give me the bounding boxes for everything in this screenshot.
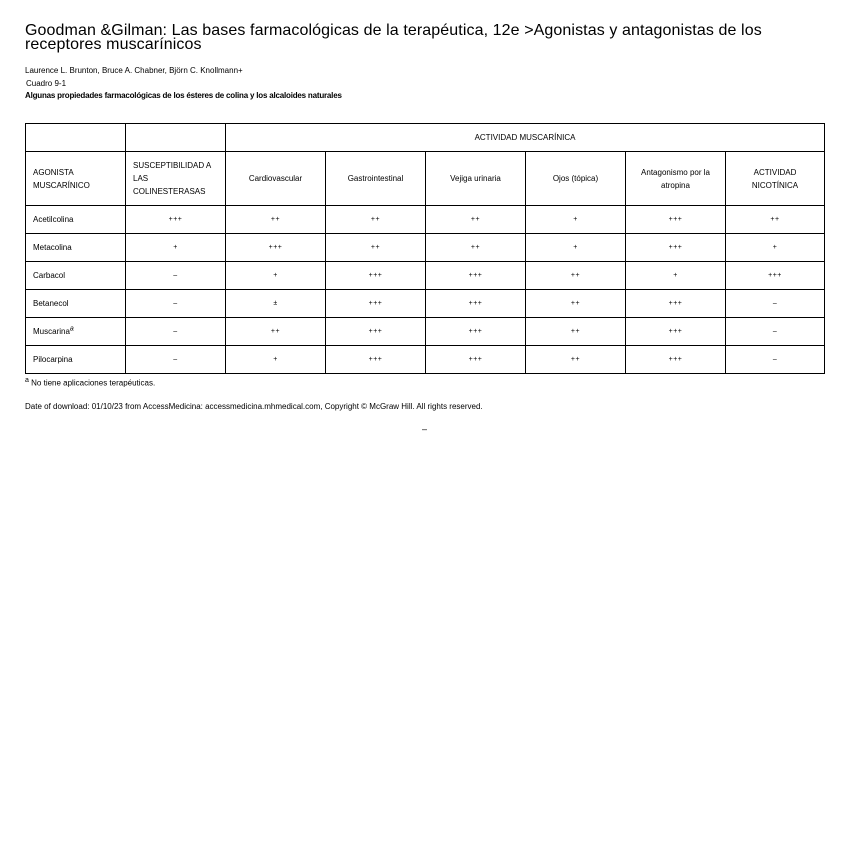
table-caption: Algunas propiedades farmacológicas de los ésteres de colina y los alcaloides naturales: [25, 91, 342, 100]
download-note: Date of download: 01/10/23 from AccessMedicina: accessmedicina.mhmedical.com, Copyright © McGraw Hill. All rights reserved.: [25, 401, 483, 411]
agonist-name: Muscarina: [33, 327, 70, 336]
agonist-name-cell: [26, 262, 126, 290]
agonist-name: Metacolina: [33, 243, 72, 252]
authors-line: Laurence L. Brunton, Bruce A. Chabner, Björn C. Knollmann+: [25, 66, 243, 75]
activity-value-cell: +++: [626, 346, 726, 374]
activity-value-cell: –: [126, 318, 226, 346]
table-column-header-row: [26, 152, 825, 206]
footnote-marker: a: [25, 377, 29, 384]
page-mark: –: [421, 423, 427, 434]
activity-value-cell: +++: [426, 262, 526, 290]
activity-value-cell: –: [726, 318, 825, 346]
table-row: [26, 206, 825, 234]
column-header: Vejiga urinaria: [426, 152, 526, 206]
activity-value-cell: +++: [126, 206, 226, 234]
table-label: Cuadro 9-1: [26, 79, 67, 88]
table-row: [26, 290, 825, 318]
agonist-name-cell: [26, 234, 126, 262]
activity-value-cell: +++: [426, 318, 526, 346]
activity-value-cell: –: [726, 290, 825, 318]
activity-value-cell: ++: [326, 234, 426, 262]
header-cell-empty: [126, 124, 226, 152]
activity-value-cell: +++: [326, 346, 426, 374]
column-header: AGONISTA MUSCARÍNICO: [26, 152, 126, 206]
activity-value-cell: +++: [726, 262, 825, 290]
activity-value-cell: ++: [326, 206, 426, 234]
activity-value-cell: +++: [626, 234, 726, 262]
activity-value-cell: +: [626, 262, 726, 290]
activity-value-cell: +: [726, 234, 825, 262]
activity-value-cell: ++: [226, 206, 326, 234]
activity-value-cell: ++: [426, 206, 526, 234]
activity-value-cell: +++: [626, 290, 726, 318]
table-row: [26, 262, 825, 290]
header-muscarinic-activity: ACTIVIDAD MUSCARÍNICA: [226, 124, 825, 152]
activity-value-cell: ++: [526, 346, 626, 374]
activity-value-cell: –: [126, 290, 226, 318]
activity-value-cell: +++: [426, 290, 526, 318]
footnote-reference: a: [69, 325, 74, 333]
activity-value-cell: +: [226, 262, 326, 290]
agonist-name: Carbacol: [33, 271, 66, 280]
activity-value-cell: +++: [326, 318, 426, 346]
activity-value-cell: ++: [726, 206, 825, 234]
table-footnote: [25, 377, 825, 388]
activity-value-cell: –: [126, 346, 226, 374]
agonist-name: Pilocarpina: [33, 355, 73, 364]
column-header: Gastrointestinal: [326, 152, 426, 206]
activity-value-cell: ±: [226, 290, 326, 318]
activity-value-cell: ++: [526, 318, 626, 346]
activity-value-cell: +: [226, 346, 326, 374]
agonist-name-cell: [26, 346, 126, 374]
table-row: [26, 346, 825, 374]
activity-value-cell: +++: [626, 318, 726, 346]
agonist-name-cell: [26, 206, 126, 234]
activity-value-cell: +++: [326, 262, 426, 290]
column-header: Ojos (tópica): [526, 152, 626, 206]
activity-value-cell: +++: [226, 234, 326, 262]
activity-value-cell: +++: [626, 206, 726, 234]
agonist-name: Acetilcolina: [33, 215, 74, 224]
activity-value-cell: +: [526, 206, 626, 234]
pharmacology-table: [25, 123, 825, 374]
agonist-name: Betanecol: [33, 299, 69, 308]
footnote-text: No tiene aplicaciones terapéuticas.: [31, 378, 156, 388]
header-cell-empty: [26, 124, 126, 152]
table-group-header-row: [26, 124, 825, 152]
activity-value-cell: +++: [426, 346, 526, 374]
agonist-name-cell: [26, 290, 126, 318]
column-header: SUSCEPTIBILIDAD A LAS COLINESTERASAS: [126, 152, 226, 206]
activity-value-cell: ++: [526, 290, 626, 318]
activity-value-cell: +++: [326, 290, 426, 318]
document-title: Goodman &Gilman: Las bases farmacológicas de la terapéutica, 12e >Agonistas y antagonistas de los receptores muscarínicos: [25, 22, 762, 53]
activity-value-cell: ++: [426, 234, 526, 262]
column-header: Cardiovascular: [226, 152, 326, 206]
activity-value-cell: –: [726, 346, 825, 374]
table-row: [26, 318, 825, 346]
activity-value-cell: +: [126, 234, 226, 262]
activity-value-cell: ++: [526, 262, 626, 290]
column-header: Antagonismo por la atropina: [626, 152, 726, 206]
table-row: [26, 234, 825, 262]
document-page: [25, 24, 825, 434]
activity-value-cell: +: [526, 234, 626, 262]
activity-value-cell: ++: [226, 318, 326, 346]
agonist-name-cell: [26, 318, 126, 346]
activity-value-cell: –: [126, 262, 226, 290]
column-header: ACTIVIDAD NICOTÍNICA: [726, 152, 825, 206]
